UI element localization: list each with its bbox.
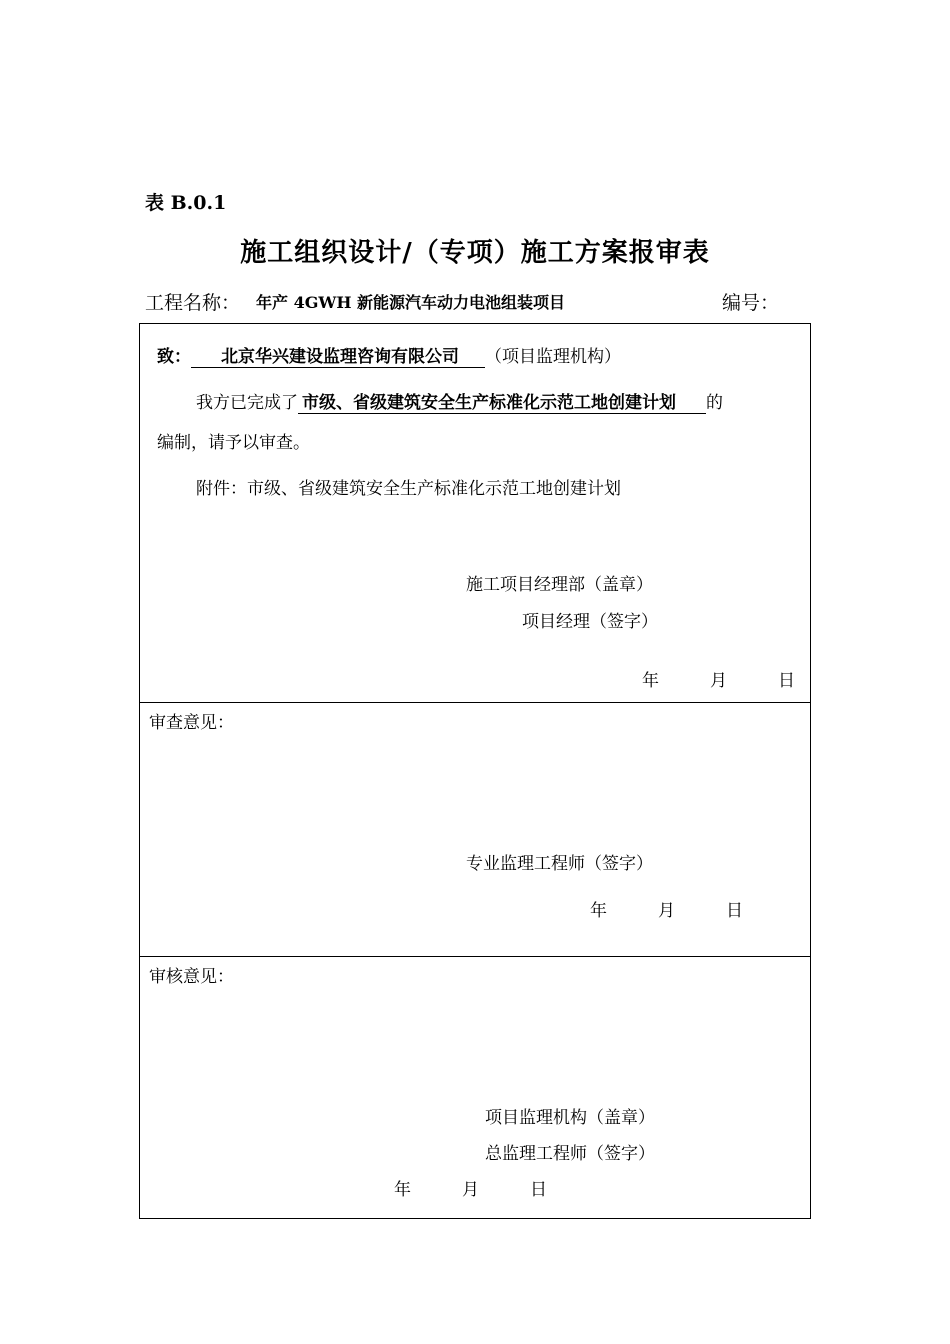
review-opinion-section <box>139 702 811 957</box>
date-year: 年 <box>394 1180 411 1200</box>
submission-section <box>139 323 811 703</box>
audit-opinion-label: 审核意见： <box>149 967 234 987</box>
body-line-1 <box>196 388 723 414</box>
body-line-2: 编制，请予以审查。 <box>157 433 310 453</box>
date-month: 月 <box>658 901 675 921</box>
body-suffix: 的 <box>706 393 723 413</box>
form-code: 表 B.0.1 <box>145 192 227 214</box>
project-manager-signature: 项目经理（签字） <box>522 612 658 632</box>
addressee-line <box>157 342 621 368</box>
review-opinion-label: 审查意见： <box>149 713 234 733</box>
date-month: 月 <box>710 671 727 691</box>
review-date <box>590 896 743 921</box>
date-year: 年 <box>642 671 659 691</box>
chief-engineer-signature: 总监理工程师（签字） <box>485 1144 655 1164</box>
contractor-dept-seal: 施工项目经理部（盖章） <box>466 575 653 595</box>
submission-date <box>642 666 795 691</box>
date-day: 日 <box>726 901 743 921</box>
supervision-org-seal: 项目监理机构（盖章） <box>485 1108 655 1128</box>
date-month: 月 <box>462 1180 479 1200</box>
plan-name: 市级、省级建筑安全生产标准化示范工地创建计划 <box>298 393 706 414</box>
specialist-engineer-signature: 专业监理工程师（签字） <box>466 854 653 874</box>
date-year: 年 <box>590 901 607 921</box>
serial-number-label: 编号： <box>722 292 780 314</box>
date-day: 日 <box>530 1180 547 1200</box>
addressee-suffix: （项目监理机构） <box>485 347 621 367</box>
addressee-org: 北京华兴建设监理咨询有限公司 <box>191 347 485 368</box>
audit-date <box>394 1175 547 1200</box>
audit-opinion-section <box>139 956 811 1219</box>
attachment-line: 附件：市级、省级建筑安全生产标准化示范工地创建计划 <box>196 479 621 499</box>
document-title: 施工组织设计/（专项）施工方案报审表 <box>240 238 710 268</box>
date-day: 日 <box>778 671 795 691</box>
body-prefix: 我方已完成了 <box>196 393 298 413</box>
project-name: 年产 4GWH 新能源汽车动力电池组装项目 <box>256 293 566 312</box>
to-label: 致： <box>157 347 191 367</box>
project-label: 工程名称： <box>145 292 241 314</box>
